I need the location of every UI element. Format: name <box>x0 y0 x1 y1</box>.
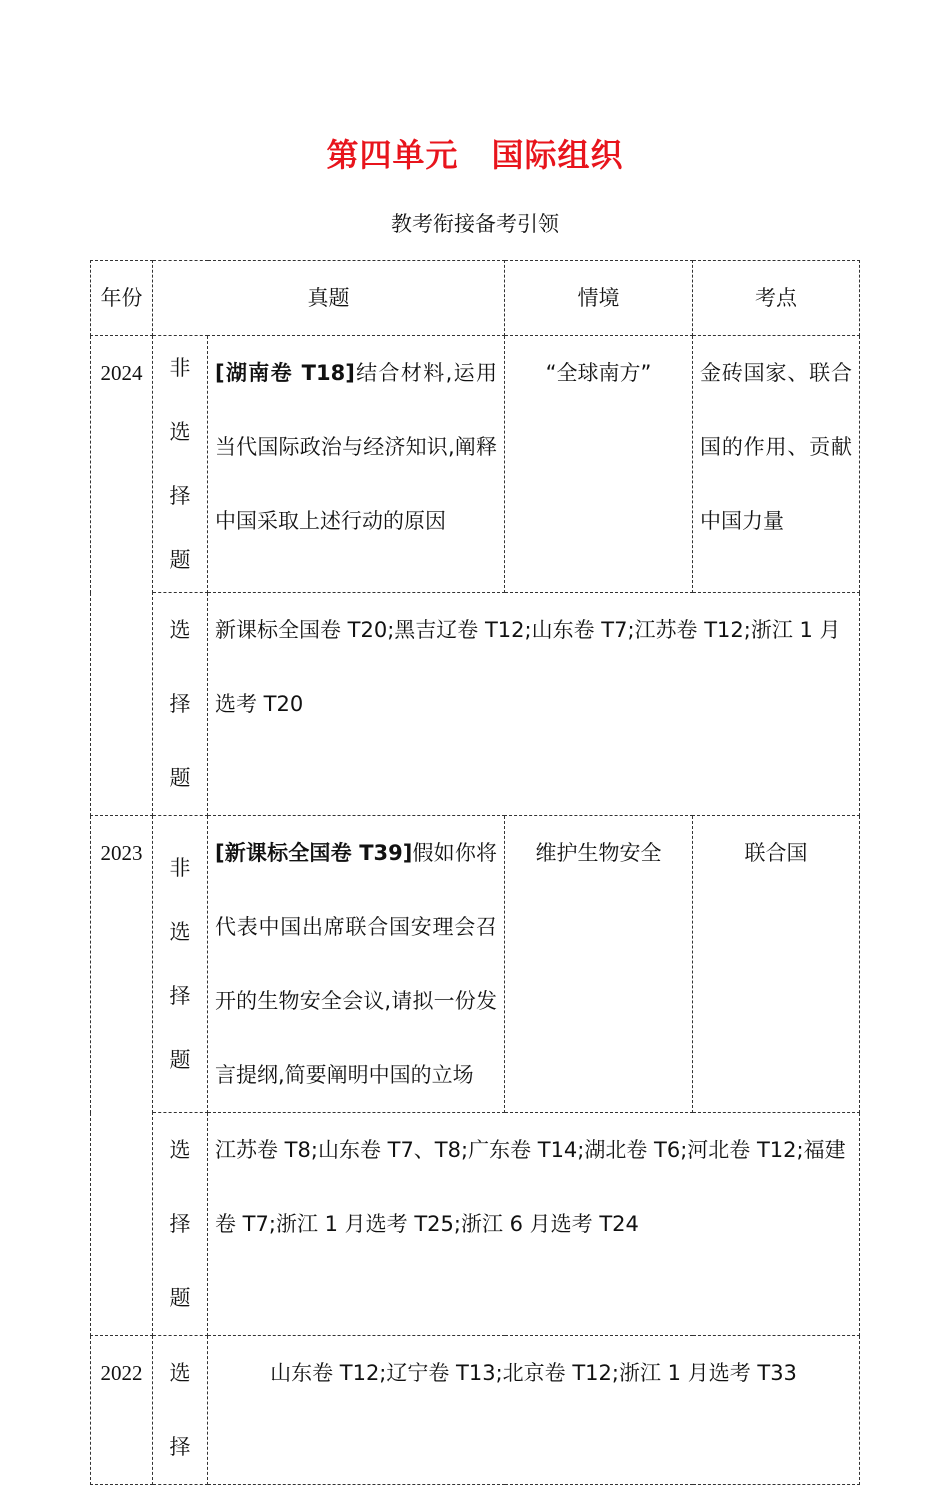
table-row <box>91 816 860 1113</box>
question-text: 假如你将代表中国出席联合国安理会召开的生物安全会议,请拟一份发言提纲,简要阐明中国的立场 <box>215 841 498 1087</box>
kind-cell: 选择题 <box>153 593 208 816</box>
year-cell: 2024 <box>91 336 153 816</box>
context-cell: “全球南方” <box>505 336 693 593</box>
table-row <box>91 1113 860 1336</box>
page-title: 第四单元 国际组织 <box>326 136 624 174</box>
choice-list-cell: 新课标全国卷 T20;黑吉辽卷 T12;山东卷 T7;江苏卷 T12;浙江 1 月选考 T20 <box>208 593 860 816</box>
point-cell: 联合国 <box>693 816 860 1113</box>
choice-list-cell: 山东卷 T12;辽宁卷 T13;北京卷 T12;浙江 1 月选考 T33 <box>208 1336 860 1485</box>
question-text: 结合材料,运用当代国际政治与经济知识,阐释中国采取上述行动的原因 <box>215 361 497 533</box>
question-source: [新课标全国卷 T39] <box>215 841 413 865</box>
year-cell: 2023 <box>91 816 153 1336</box>
kind-cell: 选择 <box>153 1336 208 1485</box>
kind-cell: 非选择题 <box>153 816 208 1113</box>
table-row <box>91 1336 860 1485</box>
table-row <box>91 593 860 816</box>
header-point: 考点 <box>693 261 860 336</box>
kind-cell: 非选择题 <box>153 336 208 593</box>
table-header-row <box>91 261 860 336</box>
header-question: 真题 <box>153 261 505 336</box>
header-context: 情境 <box>505 261 693 336</box>
kind-cell: 选择题 <box>153 1113 208 1336</box>
year-cell: 2022 <box>91 1336 153 1485</box>
point-cell: 金砖国家、联合国的作用、贡献中国力量 <box>693 336 860 593</box>
question-cell <box>208 816 505 1113</box>
header-year: 年份 <box>91 261 153 336</box>
exam-table <box>90 260 860 1485</box>
choice-list-cell: 江苏卷 T8;山东卷 T7、T8;广东卷 T14;湖北卷 T6;河北卷 T12;福建卷 T7;浙江 1 月选考 T25;浙江 6 月选考 T24 <box>208 1113 860 1336</box>
question-source: [湖南卷 T18] <box>215 361 355 385</box>
table-row <box>91 336 860 593</box>
page-subtitle: 教考衔接备考引领 <box>391 212 559 236</box>
context-cell: 维护生物安全 <box>505 816 693 1113</box>
question-cell <box>208 336 505 593</box>
